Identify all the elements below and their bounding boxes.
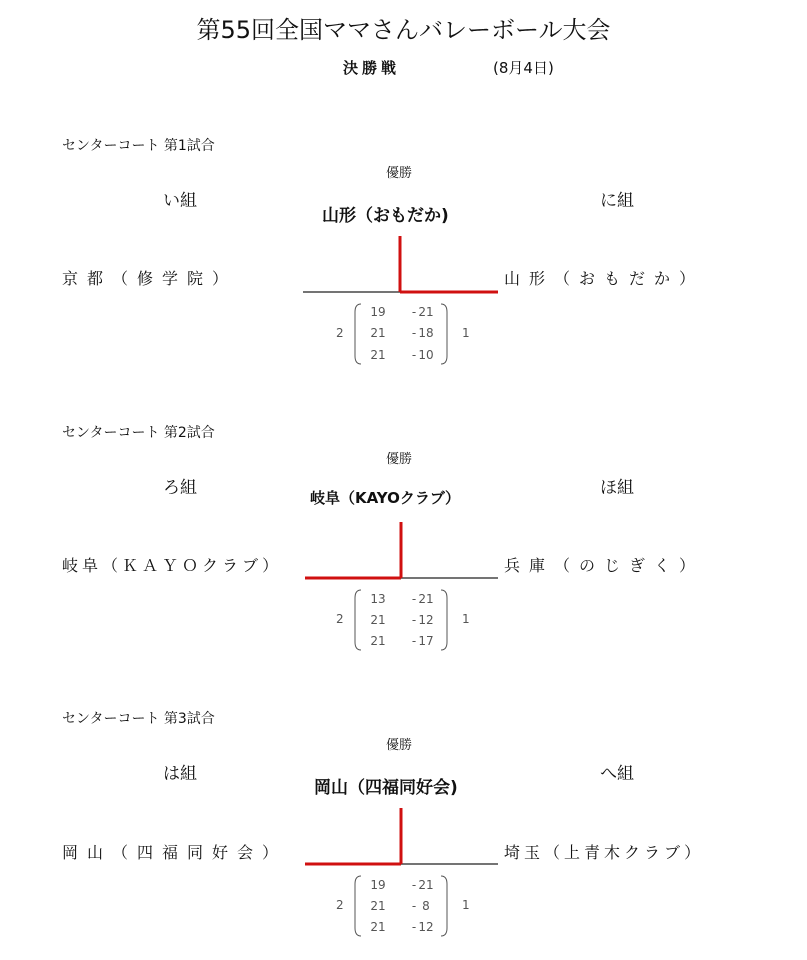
score-dash: - — [411, 305, 417, 319]
champion-label-1: 優勝 — [386, 166, 413, 181]
court-label-1: センターコート 第1試合 — [62, 138, 215, 154]
left-team-3: 岡山（四福同好会） — [62, 843, 288, 862]
page-title: 第55回全国ママさんバレーボール大会 — [196, 16, 611, 44]
score-3-set3-left: 21 — [370, 920, 386, 934]
right-sets-2: 1 — [462, 612, 470, 626]
right-team-2: 兵庫（のじぎく） — [504, 556, 705, 575]
score-1-set3-left: 21 — [370, 348, 386, 362]
score-dash: - — [411, 878, 417, 892]
score-1-set1-left: 19 — [370, 305, 386, 319]
score-2-set3-left: 21 — [370, 634, 386, 648]
left-sets-3: 2 — [336, 898, 344, 912]
score-3-set1-left: 19 — [370, 878, 386, 892]
score-dash: - — [411, 899, 417, 913]
left-group-3: は組 — [163, 764, 197, 784]
left-sets-2: 2 — [336, 612, 344, 626]
score-2-set1-right: 21 — [418, 592, 434, 606]
winner-2: 岐阜（KAYOクラブ） — [310, 489, 461, 507]
score-1-set2-left: 21 — [370, 326, 386, 340]
right-sets-3: 1 — [462, 898, 470, 912]
score-dash: - — [411, 348, 417, 362]
round-label: 決勝戦 — [343, 59, 401, 77]
score-3-set2-left: 21 — [370, 899, 386, 913]
score-3-set1-right: 21 — [418, 878, 434, 892]
score-1-set2-right: 18 — [418, 326, 434, 340]
right-group-3: へ組 — [600, 764, 634, 784]
right-team-3: 埼玉（上青木クラブ） — [504, 843, 705, 862]
winner-3: 岡山（四福同好会) — [314, 778, 458, 798]
score-2-set2-right: 12 — [418, 613, 434, 627]
champion-label-2: 優勝 — [386, 452, 413, 467]
winner-1: 山形（おもだか) — [322, 206, 449, 226]
right-team-1: 山形（おもだか） — [504, 269, 705, 288]
right-sets-1: 1 — [462, 326, 470, 340]
left-team-2: 岐阜（ＫＡＹＯクラブ） — [62, 556, 283, 575]
right-group-1: に組 — [600, 191, 634, 211]
score-dash: - — [411, 592, 417, 606]
court-label-3: センターコート 第3試合 — [62, 711, 215, 727]
score-dash: - — [411, 613, 417, 627]
score-1-set3-right: 10 — [418, 348, 434, 362]
champion-label-3: 優勝 — [386, 738, 413, 753]
score-dash: - — [411, 326, 417, 340]
score-1-set1-right: 21 — [418, 305, 434, 319]
left-group-2: ろ組 — [163, 478, 197, 498]
court-label-2: センターコート 第2試合 — [62, 425, 215, 441]
score-3-set3-right: 12 — [418, 920, 434, 934]
match-date: (8月4日) — [493, 59, 554, 77]
score-3-set2-right: 8 — [422, 899, 430, 913]
right-group-2: ほ組 — [600, 478, 634, 498]
left-group-1: い組 — [163, 191, 197, 211]
left-sets-1: 2 — [336, 326, 344, 340]
score-dash: - — [411, 920, 417, 934]
score-2-set1-left: 13 — [370, 592, 386, 606]
score-dash: - — [411, 634, 417, 648]
score-2-set3-right: 17 — [418, 634, 434, 648]
left-team-1: 京都（修学院） — [62, 269, 238, 288]
score-2-set2-left: 21 — [370, 613, 386, 627]
